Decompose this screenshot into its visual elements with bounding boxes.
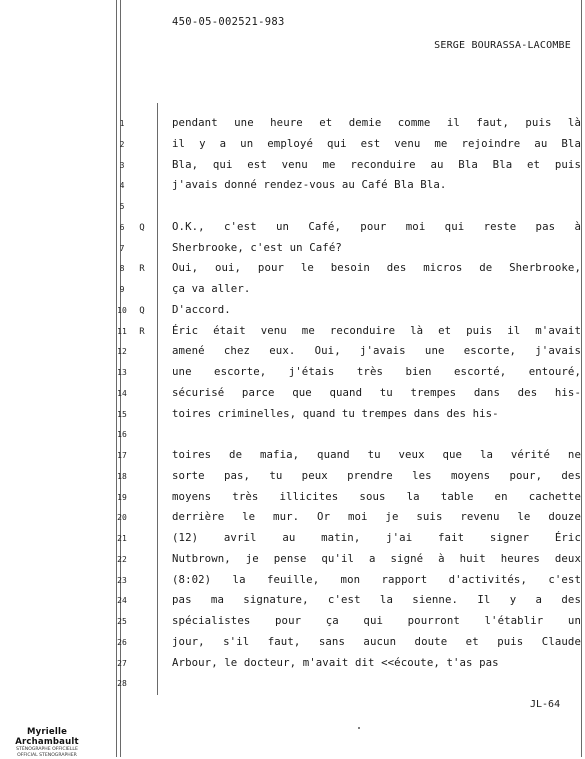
right-margin-rule — [581, 0, 582, 757]
transcript-line: pas ma signature, c'est la sienne. Il y a des — [172, 593, 581, 607]
line-number: 5 — [119, 202, 125, 211]
line-number: 28 — [117, 679, 127, 689]
stenographer-name: Myrielle Archambault — [15, 727, 79, 747]
transcript-line: Nutbrown, je pense qu'il a signé à huit heures deux — [172, 551, 581, 565]
transcript-line: spécialistes pour ça qui pourront l'établir un — [172, 614, 581, 627]
line-number: 10 — [117, 305, 127, 315]
transcript-line: (8:02) la feuille, mon rapport d'activités, c'est — [172, 572, 581, 586]
line-number: 8 — [119, 264, 125, 274]
line-number: 24 — [117, 596, 127, 606]
transcript-line: sécurisé parce que quand tu trempes dans des his- — [172, 385, 581, 399]
line-number: 6 — [119, 222, 125, 232]
speaker-marker: Q — [139, 305, 145, 316]
line-number: 11 — [117, 326, 127, 336]
transcript-line: derrière le mur. Or moi je suis revenu le douze — [172, 510, 581, 524]
line-number: 26 — [117, 637, 127, 647]
speaker-marker: R — [139, 264, 145, 275]
transcript-line: Bla, qui est venu me reconduire au Bla Bla et puis — [172, 157, 581, 171]
line-number: 19 — [117, 492, 127, 502]
line-number: 27 — [117, 658, 127, 668]
transcript-line: amené chez eux. Oui, j'avais une escorte, j'avais — [172, 344, 581, 358]
transcript-line: sorte pas, tu peux prendre les moyens pour, des — [172, 468, 581, 482]
file-number: 450-05-002521-983 — [172, 16, 285, 28]
transcript-line: O.K., c'est un Café, pour moi qui reste pas à — [172, 219, 581, 233]
transcript-line: moyens très illicites sous la table en cachette — [172, 489, 581, 503]
transcript-line: toires criminelles, quand tu trempes dans des his- — [172, 406, 499, 420]
speaker-marker: Q — [139, 222, 145, 233]
stenographer-title-en: OFFICIAL STENOGRAPHER — [17, 753, 77, 758]
stenographer-title-fr: STÉNOGRAPHE OFFICIELLE — [16, 747, 78, 752]
transcript-line: toires de mafia, quand tu veux que la vérité ne — [172, 448, 581, 461]
line-number: 23 — [117, 575, 127, 585]
line-number: 9 — [119, 285, 125, 294]
transcript-line: D'accord. — [172, 302, 231, 316]
transcript-line: pendant une heure et demie comme il faut, puis là — [172, 116, 581, 129]
transcript-line: jour, s'il faut, sans aucun doute et puis Claude — [172, 634, 581, 648]
line-number: 16 — [117, 430, 127, 440]
transcript-line: (12) avril au matin, j'ai fait signer Éric — [172, 531, 581, 544]
line-number: 7 — [119, 243, 125, 253]
transcript-line: une escorte, j'étais très bien escorté, entouré, — [172, 365, 581, 378]
transcript-line: j'avais donné rendez-vous au Café Bla Bla. — [172, 178, 447, 192]
line-number: 1 — [119, 119, 125, 128]
transcript-line: Éric était venu me reconduire là et puis il m'avait — [172, 323, 581, 337]
transcript-line: Sherbrooke, c'est un Café? — [172, 240, 342, 254]
line-number: 14 — [117, 388, 127, 398]
line-number: 3 — [119, 160, 125, 170]
speaker-marker: R — [139, 326, 145, 337]
speaker-column-rule — [157, 103, 158, 695]
transcript-line: ça va aller. — [172, 282, 251, 295]
line-number: 25 — [117, 617, 127, 626]
page-code: JL-64 — [530, 699, 561, 710]
line-number: 13 — [117, 368, 127, 377]
scan-speck — [358, 727, 360, 729]
stenographer-stamp — [2, 727, 92, 759]
line-number: 18 — [117, 471, 127, 481]
transcript-line: Arbour, le docteur, m'avait dit <<écoute, t'as pas — [172, 655, 499, 669]
line-number: 17 — [117, 451, 127, 460]
line-number: 12 — [117, 347, 127, 357]
line-number: 4 — [119, 181, 125, 191]
line-number: 21 — [117, 534, 127, 543]
line-number: 15 — [117, 409, 127, 419]
transcript-line: il y a un employé qui est venu me rejoindre au Bla — [172, 136, 581, 150]
line-number: 22 — [117, 554, 127, 564]
line-number: 2 — [119, 139, 125, 149]
transcript-line: Oui, oui, pour le besoin des micros de Sherbrooke, — [172, 261, 581, 275]
witness-name: SERGE BOURASSA-LACOMBE — [434, 40, 571, 51]
line-number: 20 — [117, 513, 127, 523]
